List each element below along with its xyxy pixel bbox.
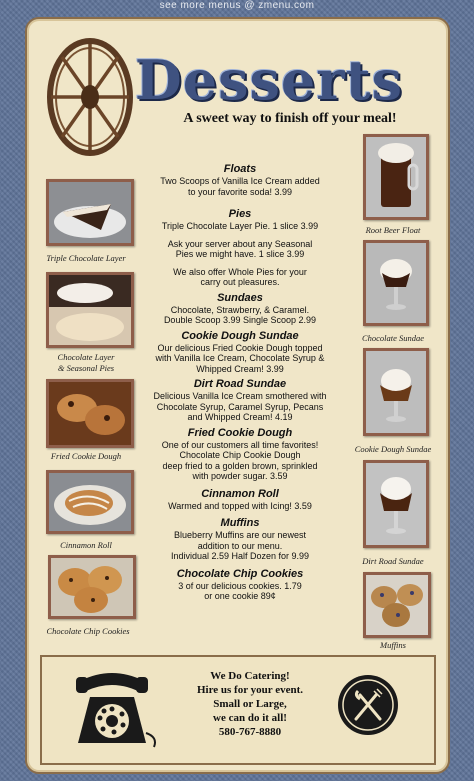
- item-desc: Chocolate Chip Cookie Dough: [179, 450, 301, 460]
- item-desc: Blueberry Muffins are our newest: [174, 530, 306, 540]
- menu-item-chocolate-chip-cookies: [140, 568, 340, 602]
- photo-root-beer-float: [363, 134, 429, 220]
- menu-item-cookie-dough-sundae: [140, 330, 340, 375]
- item-desc: to your favorite soda! 3.99: [187, 186, 293, 197]
- item-name: Floats: [223, 163, 257, 175]
- catering-line: we can do it all!: [213, 712, 287, 724]
- photo-chocolate-chip-cookies: [48, 555, 136, 619]
- photo-cookie-dough-sundae: [363, 348, 429, 436]
- menu-item-fried-cookie-dough: [140, 427, 340, 482]
- rotary-phone-icon: [62, 667, 162, 751]
- item-desc: Whipped Cream! 3.99: [196, 363, 284, 374]
- catering-line: Small or Large,: [213, 698, 287, 710]
- caption-root-beer-float: Root Beer Float: [365, 225, 421, 235]
- item-desc: Double Scoop 3.99 Single Scoop 2.99: [163, 315, 317, 325]
- photo-chocolate-layer-seasonal: [46, 272, 134, 348]
- item-desc: Two Scoops of Vanilla Ice Cream added: [160, 176, 320, 186]
- item-desc: One of our customers all time favorites!: [161, 439, 319, 450]
- caption-line: & Seasonal Pies: [57, 362, 115, 373]
- caption-chocolate-layer-seasonal: [34, 352, 138, 373]
- catering-line: Hire us for your event.: [196, 684, 304, 696]
- photo-triple-chocolate-layer: [46, 179, 134, 246]
- menu-item-dirt-road-sundae: [140, 378, 340, 423]
- item-desc: Ask your server about any Seasonal: [167, 238, 313, 249]
- menu-item-floats: [140, 163, 340, 197]
- menu-item-cinnamon-roll: [140, 488, 340, 512]
- item-desc: Our delicious Fried Cookie Dough topped: [157, 342, 323, 353]
- photo-muffins: [363, 572, 431, 638]
- caption-line: Chocolate Layer: [57, 352, 115, 362]
- catering-box: [40, 655, 436, 765]
- item-name: Dirt Road Sundae: [193, 378, 287, 390]
- item-desc: Triple Chocolate Layer Pie. 1 slice 3.99: [161, 221, 319, 231]
- item-name: Cinnamon Roll: [201, 487, 279, 500]
- catering-text: [170, 669, 330, 739]
- photo-dirt-road-sundae: [363, 460, 429, 548]
- item-name: Cookie Dough Sundae: [181, 329, 299, 342]
- item-desc: [140, 260, 340, 267]
- item-desc: 3 of our delicious cookies. 1.79: [178, 580, 302, 591]
- caption-dirt-road-sundae: Dirt Road Sundae: [362, 556, 424, 566]
- item-desc: Individual 2.59 Half Dozen for 9.99: [170, 551, 310, 561]
- item-name: Pies: [228, 208, 252, 220]
- page-subtitle: A sweet way to finish off your meal!: [183, 111, 397, 126]
- item-name: Chocolate Chip Cookies: [176, 567, 304, 580]
- item-desc: deep fried to a golden brown, sprinkled: [162, 460, 318, 471]
- caption-fried-cookie-dough: Fried Cookie Dough: [50, 451, 122, 461]
- photo-fried-cookie-dough: [46, 379, 134, 448]
- menu-item-pies: [140, 208, 340, 288]
- item-desc: carry out pleasures.: [200, 277, 280, 287]
- caption-cookie-dough-sundae: Cookie Dough Sundae: [354, 444, 432, 454]
- item-name: Fried Cookie Dough: [187, 426, 293, 439]
- item-desc: and Whipped Cream! 4.19: [187, 412, 293, 422]
- caption-muffins: Muffins: [380, 640, 406, 650]
- caption-cinnamon-roll: Cinnamon Roll: [60, 540, 112, 550]
- item-desc: with powder sugar. 3.59: [192, 471, 288, 481]
- menu-item-sundaes: [140, 292, 340, 326]
- item-desc: [140, 232, 340, 239]
- item-desc: Warmed and topped with Icing! 3.59: [168, 500, 312, 511]
- item-desc: We also offer Whole Pies for your: [173, 266, 307, 277]
- item-desc: Pies we might have. 1 slice 3.99: [175, 249, 305, 259]
- dessert-menu: [140, 163, 340, 602]
- item-desc: Chocolate, Strawberry, & Caramel.: [170, 304, 310, 315]
- photo-chocolate-sundae: [363, 240, 429, 326]
- caption-triple-chocolate-layer: Triple Chocolate Layer: [46, 253, 126, 263]
- caption-chocolate-sundae: Chocolate Sundae: [361, 333, 425, 343]
- watermark: see more menus @ zmenu.com: [159, 0, 315, 11]
- page-title: Desserts: [134, 48, 404, 112]
- catering-phone: 580-767-8880: [218, 726, 282, 738]
- item-desc: addition to our menu.: [197, 540, 283, 551]
- item-name: Muffins: [220, 517, 260, 529]
- fork-knife-icon: [336, 673, 400, 737]
- catering-line: We Do Catering!: [210, 670, 290, 682]
- item-desc: Chocolate Syrup, Caramel Syrup, Pecans: [156, 401, 324, 412]
- menu-item-muffins: [140, 517, 340, 562]
- caption-chocolate-chip-cookies: Chocolate Chip Cookies: [46, 626, 130, 636]
- item-desc: or one cookie 89¢: [204, 591, 276, 601]
- item-desc: Delicious Vanilla Ice Cream smothered with: [153, 391, 327, 401]
- item-desc: with Vanilla Ice Cream, Chocolate Syrup &: [155, 353, 325, 363]
- photo-cinnamon-roll: [46, 470, 134, 534]
- item-name: Sundaes: [217, 291, 263, 304]
